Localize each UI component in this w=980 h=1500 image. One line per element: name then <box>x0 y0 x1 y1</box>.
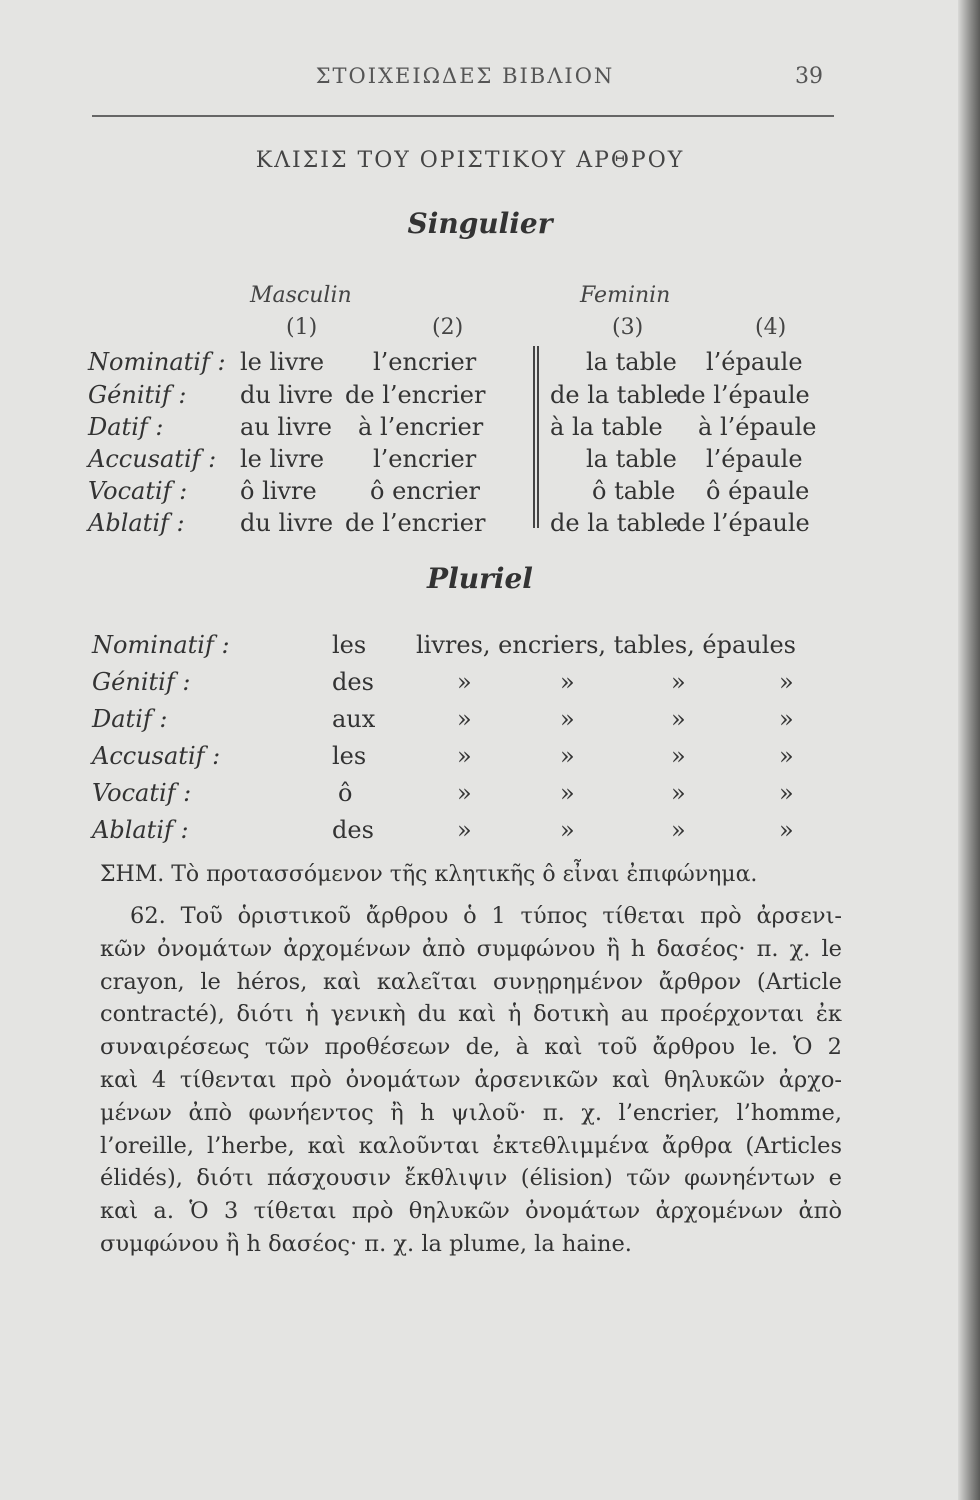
table-cell: la table <box>586 348 677 376</box>
ditto-mark: » <box>779 705 794 733</box>
case-label: Ablatif : <box>92 816 189 844</box>
text-line: contracté), διότι ἡ γενικὴ du καὶ ἡ δοτικὴ au προέρχονται ἐκ <box>100 1001 842 1028</box>
table-cell: au livre <box>240 413 332 441</box>
text-line: 62. Τοῦ ὁριστικοῦ ἄρθρου ὁ 1 τύπος τίθεται πρὸ ἀρσενι- <box>130 903 842 929</box>
column-number: (1) <box>286 315 318 340</box>
text-line: μένων ἀπὸ φωνήεντος ἢ h ψιλοῦ· π. χ. l’encrier, l’homme, <box>100 1099 842 1126</box>
text-line: καὶ 4 τίθενται πρὸ ὀνομάτων ἀρσενικῶν καὶ θηλυκῶν ἀρχο- <box>100 1066 842 1093</box>
table-cell: le livre <box>240 445 325 473</box>
page-number: 39 <box>795 64 823 89</box>
case-label: Datif : <box>92 705 168 733</box>
case-label: Ablatif : <box>88 509 185 537</box>
ditto-mark: » <box>671 742 686 770</box>
table-cell: à l’encrier <box>358 413 484 441</box>
ditto-mark: » <box>560 742 575 770</box>
table-cell: ô table <box>592 477 676 505</box>
ditto-mark: » <box>779 668 794 696</box>
masculine-label: Masculin <box>250 283 352 308</box>
text-line: καὶ a. Ὁ 3 τίθεται πρὸ θηλυκῶν ὀνομάτων ἀρχομένων ἀπὸ <box>100 1198 842 1225</box>
ditto-mark: » <box>671 779 686 807</box>
plural-heading: Pluriel <box>427 562 533 595</box>
text-line: συναιρέσεως τῶν προθέσεων de, à καὶ τοῦ ἄρθρου le. Ὁ 2 <box>100 1034 842 1061</box>
article: des <box>332 668 374 696</box>
ditto-mark: » <box>457 779 472 807</box>
case-label: Vocatif : <box>88 477 188 505</box>
grammar-note: ΣΗΜ. Τὸ προτασσόμενον τῆς κλητικῆς ô εἶναι ἐπιφώνημα. <box>100 862 758 887</box>
table-cell: la table <box>586 445 677 473</box>
running-header-title: ΣΤΟΙΧΕΙΩΔΕΣ ΒΙΒΛΙΟΝ <box>315 64 615 88</box>
table-cell: de la table <box>550 381 679 409</box>
table-cell: l’encrier <box>373 348 477 376</box>
section-title: ΚΛΙΣΙΣ ΤΟΥ ΟΡΙΣΤΙΚΟΥ ΑΡΘΡΟΥ <box>255 148 685 173</box>
singular-heading: Singulier <box>407 207 553 240</box>
ditto-mark: » <box>560 816 575 844</box>
case-label: Nominatif : <box>92 631 230 659</box>
table-cell: de l’encrier <box>345 381 486 409</box>
table-cell: l’épaule <box>706 348 803 376</box>
table-cell: du livre <box>240 381 334 409</box>
case-label: Vocatif : <box>92 779 192 807</box>
text-line: élidés), διότι πάσχουσιν ἔκθλιψιν (élision) τῶν φωνηέντων e <box>100 1165 842 1192</box>
feminine-label: Feminin <box>580 283 671 308</box>
ditto-mark: » <box>671 668 686 696</box>
column-number: (2) <box>432 315 464 340</box>
table-cell: ô livre <box>240 477 317 505</box>
article: des <box>332 816 374 844</box>
column-divider <box>533 346 539 528</box>
ditto-mark: » <box>671 816 686 844</box>
plural-nouns: livres, encriers, tables, épaules <box>416 631 796 659</box>
table-cell: à la table <box>550 413 663 441</box>
ditto-mark: » <box>671 705 686 733</box>
ditto-mark: » <box>560 668 575 696</box>
case-label: Accusatif : <box>92 742 221 770</box>
table-cell: ô encrier <box>370 477 481 505</box>
article: les <box>332 631 367 659</box>
ditto-mark: » <box>457 742 472 770</box>
ditto-mark: » <box>779 779 794 807</box>
table-cell: de l’épaule <box>676 509 810 537</box>
case-label: Accusatif : <box>88 445 217 473</box>
column-number: (4) <box>755 315 787 340</box>
case-label: Génitif : <box>92 668 191 696</box>
article: les <box>332 742 367 770</box>
ditto-mark: » <box>457 668 472 696</box>
ditto-mark: » <box>779 816 794 844</box>
paragraph-62 <box>100 900 842 1261</box>
column-number: (3) <box>612 315 644 340</box>
case-label: Nominatif : <box>88 348 226 376</box>
article: aux <box>332 705 376 733</box>
table-cell: à l’épaule <box>698 413 817 441</box>
ditto-mark: » <box>560 779 575 807</box>
text-line: l’oreille, l’herbe, καὶ καλοῦνται ἐκτεθλιμμένα ἄρθρα (Articles <box>100 1132 842 1159</box>
text-line: κῶν ὀνομάτων ἀρχομένων ἀπὸ συμφώνου ἢ h δασέος· π. χ. le <box>100 935 842 962</box>
ditto-mark: » <box>779 742 794 770</box>
table-cell: de l’encrier <box>345 509 486 537</box>
table-cell: ô épaule <box>706 477 810 505</box>
ditto-mark: » <box>560 705 575 733</box>
table-cell: l’encrier <box>373 445 477 473</box>
table-cell: du livre <box>240 509 334 537</box>
text-line: συμφώνου ἢ h δασέος· π. χ. la plume, la haine. <box>100 1230 632 1257</box>
header-rule <box>92 115 834 117</box>
table-cell: le livre <box>240 348 325 376</box>
ditto-mark: » <box>457 705 472 733</box>
table-cell: de la table <box>550 509 679 537</box>
case-label: Génitif : <box>88 381 187 409</box>
case-label: Datif : <box>88 413 164 441</box>
ditto-mark: » <box>457 816 472 844</box>
table-cell: l’épaule <box>706 445 803 473</box>
article: ô <box>338 779 353 807</box>
table-cell: de l’épaule <box>676 381 810 409</box>
text-line: crayon, le héros, καὶ καλεῖται συνῃρημένον ἄρθρον (Article <box>100 968 842 995</box>
book-spine-shadow <box>958 0 980 1500</box>
